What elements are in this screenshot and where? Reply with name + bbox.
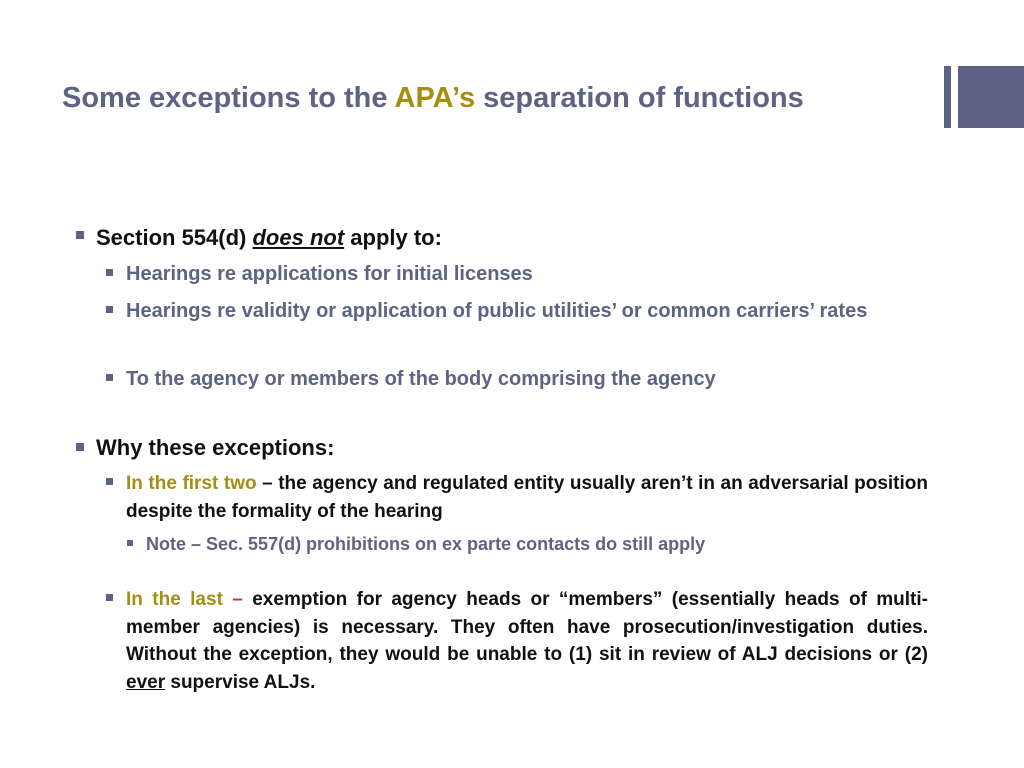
- list-item: Hearings re applications for initial licenses: [126, 263, 533, 285]
- title-text-end: separation of functions: [475, 82, 804, 114]
- bullet-square-icon: [106, 478, 113, 485]
- dash-text: –: [232, 589, 243, 610]
- highlight-text: In the first two: [126, 473, 257, 494]
- bullet-square-icon: [106, 269, 113, 276]
- title-text: Some exceptions to the: [62, 82, 395, 114]
- underlined-text: ever: [126, 671, 166, 693]
- bullet-square-icon: [106, 374, 113, 381]
- explanation-text: exemption for agency heads or “members” (essentially heads of multi-member agencies) is necessary. They often have prosecution/investigation duties. Without the exception, they would be unable to (1) sit in review of ALJ decisions or (2): [126, 589, 928, 665]
- section-554d-heading: [96, 223, 928, 253]
- highlight-text: In the last: [126, 589, 233, 610]
- title-accent-bar-thin: [944, 66, 951, 128]
- note-item: Note – Sec. 557(d) prohibitions on ex parte contacts do still apply: [146, 534, 706, 554]
- heading-text-end: apply to:: [344, 225, 442, 250]
- title-accent-bar-thick: [958, 66, 1024, 128]
- list-item: Hearings re validity or application of public utilities’ or common carriers’ rates: [126, 300, 868, 322]
- why-exceptions-heading: Why these exceptions:: [96, 435, 335, 460]
- bullet-square-icon: [127, 540, 133, 546]
- explanation-text: – the agency and regulated entity usually aren’t in an adversarial position despite the formality of the hearing: [126, 473, 929, 522]
- slide-title: [62, 78, 910, 118]
- heading-text: Section 554(d): [96, 225, 253, 250]
- explanation-text-end: supervise ALJs.: [165, 671, 316, 693]
- emphasis-text: does not: [252, 225, 345, 250]
- bullet-square-icon: [106, 594, 113, 601]
- last-explanation: [126, 586, 928, 696]
- bullet-square-icon: [106, 306, 113, 313]
- title-accent-text: APA’s: [394, 82, 476, 114]
- first-two-explanation: [126, 470, 928, 525]
- list-item: To the agency or members of the body comprising the agency: [126, 368, 716, 390]
